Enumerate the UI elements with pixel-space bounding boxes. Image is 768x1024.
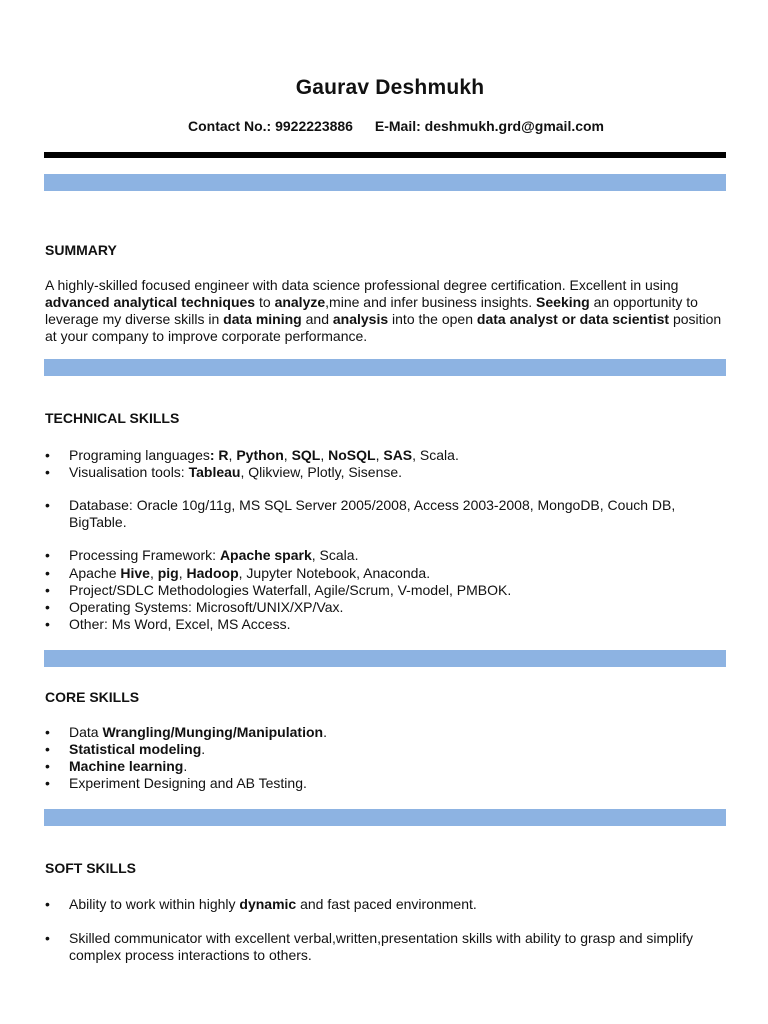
contact-number: 9922223886 (275, 118, 353, 134)
list-item (45, 741, 727, 758)
list-item (45, 497, 727, 531)
summary-bold-part: analyze (274, 294, 326, 310)
summary-text-part: an opportunity to leverage my diverse skills in (45, 294, 698, 327)
list-item (45, 599, 727, 616)
section-band (44, 809, 726, 826)
item-text: Data (69, 724, 103, 740)
item-text: . (183, 758, 188, 774)
item-text: Apache (69, 565, 121, 581)
list-item (45, 896, 727, 913)
bullet-dot: • (45, 616, 50, 632)
section-band (44, 650, 726, 667)
bullet-dot: • (45, 758, 50, 774)
summary-heading: SUMMARY (45, 242, 117, 258)
item-bold: Tableau (188, 464, 241, 480)
item-bold: Hive (120, 565, 150, 581)
item-bold: pig (157, 565, 179, 581)
bullet-dot: • (45, 447, 50, 463)
item-text: Other: Ms Word, Excel, MS Access. (69, 616, 291, 632)
bullet-dot: • (45, 775, 50, 791)
list-item (45, 775, 727, 792)
summary-text (45, 277, 727, 345)
list-item (45, 724, 727, 741)
item-text: Database: Oracle 10g/11g, MS SQL Server 2005/2008, Access 2003-2008, MongoDB, Couch DB, BigTable. (69, 497, 676, 530)
item-bold: Apache spark (219, 547, 312, 563)
email-label: E-Mail: (374, 118, 421, 134)
header-rule (44, 152, 726, 158)
bullet-dot: • (45, 547, 50, 563)
summary-text-part: A highly-skilled focused engineer with data science professional degree certification. Excellent in using (45, 277, 679, 293)
item-bold: Statistical modeling (69, 741, 202, 757)
item-text: , (178, 565, 187, 581)
bullet-dot: • (45, 582, 50, 598)
item-text: Ability to work within highly (69, 896, 240, 912)
item-text: , (149, 565, 158, 581)
summary-bold-part: advanced analytical techniques (45, 294, 256, 310)
bullet-dot: • (45, 464, 50, 480)
summary-text-part: and (301, 311, 333, 327)
item-bold: SAS (383, 447, 413, 463)
item-bold: Machine learning (69, 758, 184, 774)
item-text: Operating Systems: Microsoft/UNIX/XP/Vax. (69, 599, 344, 615)
list-item (45, 616, 727, 633)
email-address: deshmukh.grd@gmail.com (424, 118, 605, 134)
item-text: , (320, 447, 329, 463)
item-bold: Wrangling/Munging/Manipulation (102, 724, 324, 740)
summary-bold-part: analysis (332, 311, 389, 327)
item-text: , Scala. (412, 447, 459, 463)
item-text: , Scala. (311, 547, 359, 563)
item-text: , (375, 447, 384, 463)
contact-label: Contact No.: (188, 118, 272, 134)
item-text: Project/SDLC Methodologies Waterfall, Agile/Scrum, V-model, PMBOK. (69, 582, 512, 598)
item-text: Visualisation tools: (69, 464, 189, 480)
item-text: Processing Framework: (69, 547, 220, 563)
section-band (44, 359, 726, 376)
core-skills-heading: CORE SKILLS (45, 689, 140, 705)
list-item (45, 930, 727, 964)
technical-skills-heading: TECHNICAL SKILLS (45, 410, 180, 426)
item-bold: Hadoop (186, 565, 239, 581)
list-item (45, 582, 727, 599)
item-bold: : R (209, 447, 229, 463)
bullet-dot: • (45, 599, 50, 615)
item-text: Skilled communicator with excellent verbal,written,presentation skills with ability to grasp and simplify complex process interactions to others. (69, 930, 694, 963)
item-text: , Jupyter Notebook, Anaconda. (238, 565, 431, 581)
contact-line (188, 118, 604, 134)
item-text: , (228, 447, 237, 463)
item-bold: SQL (291, 447, 321, 463)
item-text: and fast paced environment. (296, 896, 477, 912)
bullet-dot: • (45, 565, 50, 581)
item-text: Experiment Designing and AB Testing. (69, 775, 307, 791)
list-item (45, 547, 727, 564)
bullet-dot: • (45, 724, 50, 740)
summary-bold-part: data analyst or data scientist (476, 311, 670, 327)
summary-text-part: to (255, 294, 275, 310)
section-band (44, 174, 726, 191)
soft-skills-heading: SOFT SKILLS (45, 860, 136, 876)
summary-bold-part: Seeking (536, 294, 590, 310)
item-text: . (323, 724, 327, 740)
summary-text-part: position at your company to improve corporate performance. (45, 311, 722, 344)
list-item (45, 447, 727, 464)
item-bold: dynamic (239, 896, 297, 912)
candidate-name: Gaurav Deshmukh (295, 76, 485, 99)
summary-bold-part: data mining (223, 311, 302, 327)
summary-text-part: ,mine and infer business insights. (325, 294, 537, 310)
item-bold: NoSQL (328, 447, 376, 463)
bullet-dot: • (45, 896, 50, 912)
bullet-dot: • (45, 930, 50, 946)
bullet-dot: • (45, 741, 50, 757)
summary-text-part: into the open (388, 311, 477, 327)
bullet-dot: • (45, 497, 50, 513)
list-item (45, 565, 727, 582)
item-text: Programing languages (69, 447, 210, 463)
list-item (45, 758, 727, 775)
item-text: , (283, 447, 292, 463)
item-text: , Qlikview, Plotly, Sisense. (240, 464, 403, 480)
item-bold: Python (236, 447, 284, 463)
item-text: . (201, 741, 206, 757)
list-item (45, 464, 727, 481)
